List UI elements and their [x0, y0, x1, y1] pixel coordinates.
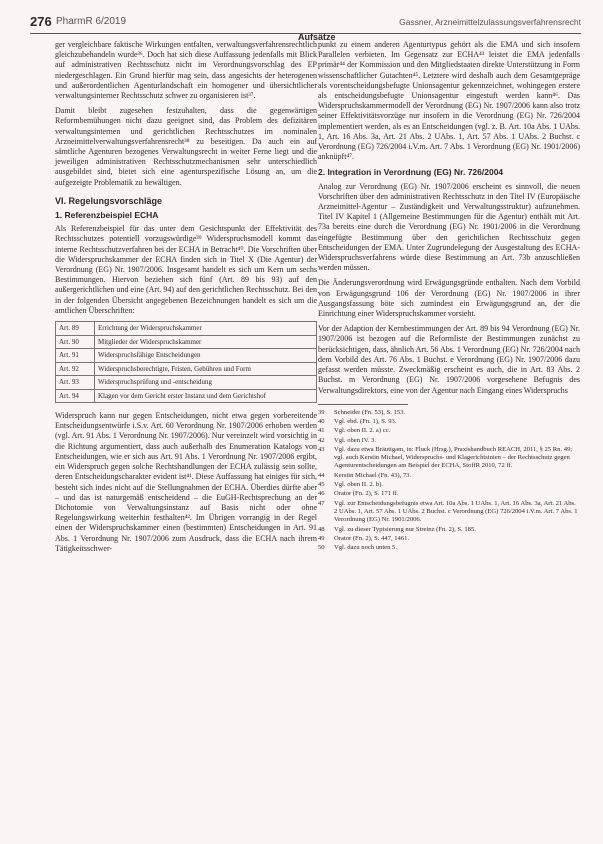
footnote-number: 48: [318, 525, 325, 533]
footnote: [318, 544, 580, 552]
footnote-number: 44: [318, 471, 325, 479]
footnote: [318, 526, 580, 534]
footnote: [318, 472, 580, 480]
footnote-text: Vgl. oben II. 2. a) cc.: [334, 427, 391, 435]
article-cell: Art. 92: [56, 362, 95, 376]
table-row: [56, 389, 317, 403]
footnote-number: 50: [318, 544, 325, 552]
heading-cell: Widerspruchsprüfung und -entscheidung: [95, 376, 317, 390]
table-row: [56, 335, 317, 349]
footnote-number: 41: [318, 427, 325, 435]
paragraph: Damit bleibt zugesehen festzuhalten, dass die gegenwärtigen Reformbemühungen nicht dazu geeignet sind, das Problem des defizitären verwaltungsinternen und gerichtlichen Rechtsschutzes im nominalen Arzneimittelverwaltungsverfahrensrecht³⁸ zu beseitigen. Da auch ein auf sämtliche Agenturen bezogenes Verwaltungsrecht in weiter Ferne liegt und die jeweiligen administrativen Rechtsschutzmechanismen sehr unterschiedlich ausgebildet sind, bietet sich eine agenturspezifische Lösung an, um die aufgezeigte Problematik zu bewältigen.: [55, 106, 317, 187]
footnote-text: Vgl. oben IV. 3.: [334, 436, 377, 444]
footnote-text: Orator (Fn. 2), S. 447, 1461.: [334, 534, 410, 542]
article-overview-table: [55, 321, 317, 403]
table-row: [56, 362, 317, 376]
footnote: [318, 409, 580, 417]
footnote-text: Schneider (Fn. 53), S. 153.: [334, 408, 406, 416]
article-cell: Art. 93: [56, 376, 95, 390]
footnote-number: 43: [318, 445, 325, 453]
footnote-text: Orator (Fn. 2), S. 171 ff.: [334, 490, 399, 498]
subsection-heading: 1. Referenzbeispiel ECHA: [55, 210, 159, 221]
page-number: 276: [30, 14, 52, 29]
footnote-number: 45: [318, 481, 325, 489]
footnote-number: 46: [318, 490, 325, 498]
left-column: [55, 40, 317, 559]
paragraph: Analog zur Verordnung (EG) Nr. 1907/2006 erscheint es sinnvoll, die neuen Vorschriften über den administrativen Rechtsschutz in den Titel IV (Europäische Arzneimittel-Agentur – Zuständigkeit und Verwaltungsstruktur) aufzunehmen. Titel IV Kapitel 1 (Allgemeine Bestimmungen für die Agentur) enthält mit Art. 73a bereits eine durch die Verordnung (EG) Nr. 1901/2006 in die Verordnung eingefügte Bestimmung über den gerichtlichen Rechtsschutz gegen Entscheidungen der EMA. Unter Zugrundelegung der Ausgestaltung des ECHA-Widerspruchsverfahrens würde diese Bestimmung an Art. 73b anzuschließen werden müssen.: [318, 181, 580, 273]
article-cell: Art. 90: [56, 335, 95, 349]
paragraph: Die Änderungsverordnung wird Erwägungsgründe enthalten. Nach dem Vorbild von Erwägungsgrund 106 der Verordnung (EG) Nr. 1907/2006 in ihrer Ausgangsfassung böte sich zumindest ein Erwägungsgrund an, der die Einrichtung einer Widerspruchskammer vorsieht.: [318, 278, 580, 319]
footnote: [318, 427, 580, 435]
section-label: Aufsätze: [292, 32, 342, 42]
right-column: [318, 40, 580, 553]
subsection-heading: 2. Integration in Verordnung (EG) Nr. 726/2004: [318, 167, 504, 178]
footnote: [318, 481, 580, 489]
footnote-rule: [318, 404, 408, 405]
heading-cell: Errichtung der Widerspruchskammer: [95, 322, 317, 336]
journal-name: PharmR 6/2019: [56, 16, 127, 27]
footnote: [318, 437, 580, 445]
heading-cell: Klagen vor dem Gericht erster Instanz und dem Gerichtshof: [95, 389, 317, 403]
page-header: [30, 14, 581, 42]
footnote: [318, 418, 580, 426]
heading-cell: Mitglieder der Widerspruchskammer: [95, 335, 317, 349]
running-author-title: Gassner, Arzneimittelzulassungsverfahrensrecht: [399, 17, 581, 27]
paragraph: Vor der Adaption der Kernbestimmungen der Art. 89 bis 94 Verordnung (EG) Nr. 1907/2006 ist bezogen auf die Reformliste der Bestimmungen zunächst zu berücksichtigen, dass, ähnlich Art. 56 Abs. 1 Verordnung (EG) Nr. 726/2004 nach dem Vorbild des Art. 76 Abs. 1 Buchst. e Verordnung (EG) Nr. 1907/2006 dazu gefasst werden müsste. Zweckmäßig erscheint es auch, die in Art. 83 Abs. 2 Buchst. m Verordnung (EG) Nr. 1907/2006 vorgesehene Befugnis des Verwaltungsdirektors, eine von der Agentur nach Eingang eines Widerspruchs: [318, 324, 580, 395]
footnote-text: Vgl. dazu etwa Bräutigam, in: Fluck (Hrsg.), Praxishandbuch REACH, 2011, § 25 Rn. 49; vgl. auch Kerstin Michael, Widerspruchs- und Klagerichtsinien – der Rechtsschutz gegen Agenturentscheidungen am Beispiel der ECHA, StoffR 2010, 72 ff.: [334, 445, 573, 470]
footnote-text: Vgl. ebd. (Fn. 1), S. 93.: [334, 418, 397, 425]
table-row: [56, 322, 317, 336]
article-cell: Art. 94: [56, 389, 95, 403]
header-rule: [30, 33, 581, 34]
footnote-number: 49: [318, 534, 325, 542]
footnote: [318, 490, 580, 498]
article-cell: Art. 91: [56, 349, 95, 363]
table-row: [56, 376, 317, 390]
heading-cell: Widerspruchsfähige Entscheidungen: [95, 349, 317, 363]
footnote: [318, 500, 580, 525]
footnote-text: Vgl. zu dieser Typisierung nur Streinz (Fn. 2), S. 185.: [334, 525, 476, 533]
table-row: [56, 349, 317, 363]
paragraph: Widerspruch kann nur gegen Entscheidungen, nicht etwa gegen vorbereitende Entscheidungsentwürfe i.S.v. Art. 60 Verordnung Nr. 1907/2006 erhoben werden (vgl. Art. 91 Abs. 1 Verordnung Nr. 1907/2006). Nur vereinzelt wird vorsichtig in die Richtung argumentiert, dass auch außerhalb des Enumeration Katalogs von Entscheidungen, wie er sich aus Art. 91 Abs. 1 Verordnung Nr. 1907/2006 ergibt, ein Widerspruch gegen solche Rechtshandlungen der ECHA zulässig sein sollte, deren Entscheidungscharakter evident ist⁴¹. Diese Auffassung hat einiges für sich, besteht sich indes nicht auf die Stellungnahmen der ECHA. Überdies dürfte aber – und das ist naturgemäß entscheidend – die EuGH-Rechtsprechung an der Dichotomie von Verwaltungsinstanz auf Basis nicht oder ohne Regelungswirkung weiterhin festhalten⁴². Im Übrigen vorrangig in der Regel einen der Widerspruchskammer einen (bestimmten) Entscheidungen in Art. 91 Abs. 1 Verordnung Nr. 1907/2006 zum Ausdruck, dass die ECHA nach ihrem Tätigkeitsschwer-: [55, 411, 317, 553]
paragraph: punkt zu einem anderen Agenturtypus gehört als die EMA und sich insofern Parallelen verbieten. Im Gegensatz zur ECHA⁴³ leistet die EMA jedenfalls primär⁴⁴ der Kommission und den Mitgliedstaaten direkte Unterstützung in Form wissenschaftlicher Gutachten⁴⁵. Letztere wird deshalb auch dem Gesamtgepräge als vorentscheidungsbefugte Unionsagentur gekennzeichnet, wohingegen erstere als entscheidungsbefugte Unionsagentur eingestuft werden kann⁴⁶. Das Widerspruchskammermodell der Verordnung (EG) Nr. 1907/2006 kann also trotz seiner Effektivitätsvorzüge nur insofern in die Verordnung (EG) Nr. 726/2004 implementiert werden, als es an Entscheidungen (vgl. z. B. Art. 10a Abs. 1 UAbs. 1, Art. 16 Abs. 3a, Art. 21 Abs. 2 UAbs. 1, Art. 57 Abs. 1 UAbs. 2 Buchst. c Verordnung (EG) 726/2004 i.V.m. Art. 7 Abs. 1 Verordnung (EG) Nr. 1901/2006) anknüpft⁴⁷.: [318, 40, 580, 162]
footnote-number: 47: [318, 499, 325, 507]
paragraph: ger vergleichbare faktische Wirkungen entfalten, verwaltungsverfahrensrechtlich gleichzubehandeln wurde³⁶. Doch hat sich diese Auffassung jedenfalls mit Blick auf administrativen Rechtsschutz nicht im Verordnungsvorschlag des EP niedergeschlagen. Ein Grund hierfür mag sein, dass angesichts der heterogenen und außerordentlichen Agenturlandschaft ein homogener und übersichtlicher verwaltungsinterner Rechtsschutz schwer zu organisieren ist³⁷.: [55, 40, 317, 101]
article-cell: Art. 89: [56, 322, 95, 336]
heading-cell: Widerspruchsberechtigte, Fristen, Gebühren und Form: [95, 362, 317, 376]
footnotes: [318, 409, 580, 553]
footnote-number: 39: [318, 408, 325, 416]
footnote-text: Kerstin Michael (Fn. 43), 73.: [334, 471, 412, 479]
footnote: [318, 535, 580, 543]
footnote-number: 40: [318, 418, 325, 425]
footnote-number: 42: [318, 436, 325, 444]
footnote: [318, 446, 580, 471]
footnote-text: Vgl. dazu noch unten 5.: [334, 544, 397, 552]
paragraph: Als Referenzbeispiel für das unter dem Gesichtspunkt der Effektivität des Rechtsschutzes potentiell vorzugswürdige³⁹ Widerspruchsmodell kommt das interne Rechtsschutzverfahren bei der ECHA in Betracht⁴⁰. Die Vorschriften über die Widerspruchskammer der ECHA finden sich in Titel X (Die Agentur) der Verordnung (EG) Nr. 1907/2006. Insgesamt handelt es sich um Kern um sechs Bestimmungen. Hiervon beziehen sich fünf (Art. 89 bis 93) auf den außergerichtlichen und eine (Art. 94) auf den gerichtlichen Rechtsschutz. Bei den in der folgenden Übersicht angegebenen Bezeichnungen handelt es sich um die amtlichen Überschriften:: [55, 224, 317, 315]
section-heading: VI. Regelungsvorschläge: [55, 195, 163, 206]
footnote-text: Vgl. zur Entscheidungsbefugnis etwa Art. 10a Abs. 1 UAbs. 1, Art. 16 Abs. 3a, Art. 21 Abs. 2 UAbs. 1, Art. 57 Abs. 1 UAbs. 2 Buchst. c Verordnung (EG) 726/2004 i.V.m. Art. 7 Abs. 1 Verordnung (EG) Nr. 1901/2006.: [334, 499, 578, 524]
footnote-text: Vgl. oben II. 2. b).: [334, 481, 384, 489]
